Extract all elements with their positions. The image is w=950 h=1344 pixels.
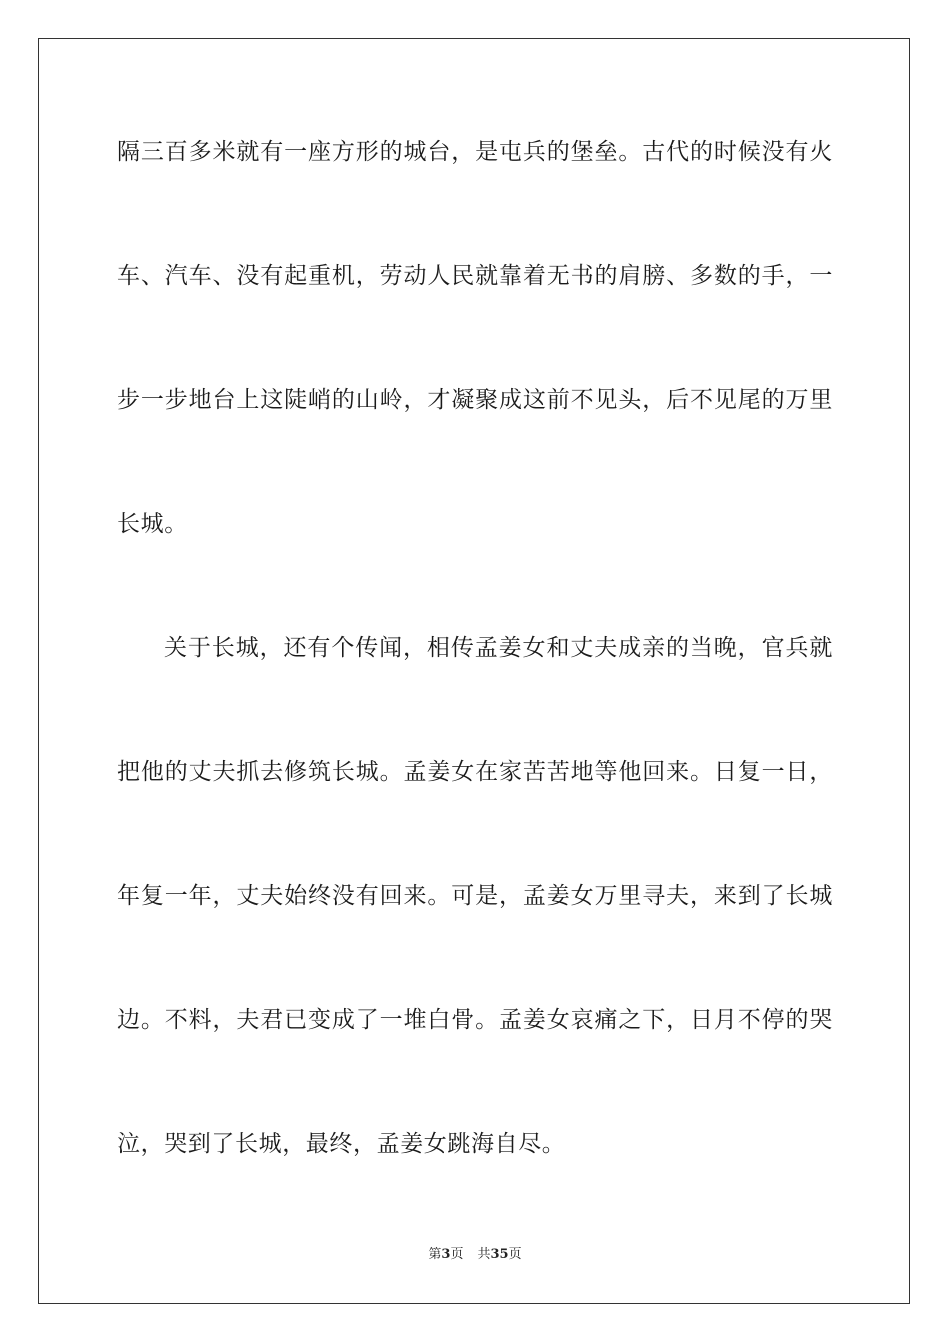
- page-suffix: 页: [450, 1247, 464, 1262]
- page-footer: [0, 1246, 950, 1264]
- total-pages: 35: [490, 1247, 509, 1262]
- total-suffix: 页: [508, 1247, 522, 1262]
- text-line: 边。不料，夫君已变成了一堆白骨。孟姜女哀痛之下，日月不停的哭: [117, 1007, 833, 1033]
- page-border: [38, 38, 910, 1304]
- paragraph-first-line: 关于长城，还有个传闻，相传孟姜女和丈夫成亲的当晚，官兵就: [164, 635, 833, 661]
- text-line: 长城。: [117, 511, 188, 537]
- text-line: 步一步地台上这陡峭的山岭，才凝聚成这前不见头，后不见尾的万里: [117, 387, 833, 413]
- text-line: 隔三百多米就有一座方形的城台，是屯兵的堡垒。古代的时候没有火: [117, 139, 833, 165]
- text-line: 泣，哭到了长城，最终，孟姜女跳海自尽。: [117, 1131, 566, 1157]
- page-prefix: 第: [428, 1247, 442, 1262]
- text-line: 把他的丈夫抓去修筑长城。孟姜女在家苦苦地等他回来。日复一日，: [117, 759, 833, 785]
- text-line: 年复一年，丈夫始终没有回来。可是，孟姜女万里寻夫，来到了长城: [117, 883, 833, 909]
- page-number: 3: [441, 1247, 451, 1262]
- text-line: 车、汽车、没有起重机，劳动人民就靠着无书的肩膀、多数的手，一: [117, 263, 833, 289]
- total-prefix: 共: [477, 1247, 491, 1262]
